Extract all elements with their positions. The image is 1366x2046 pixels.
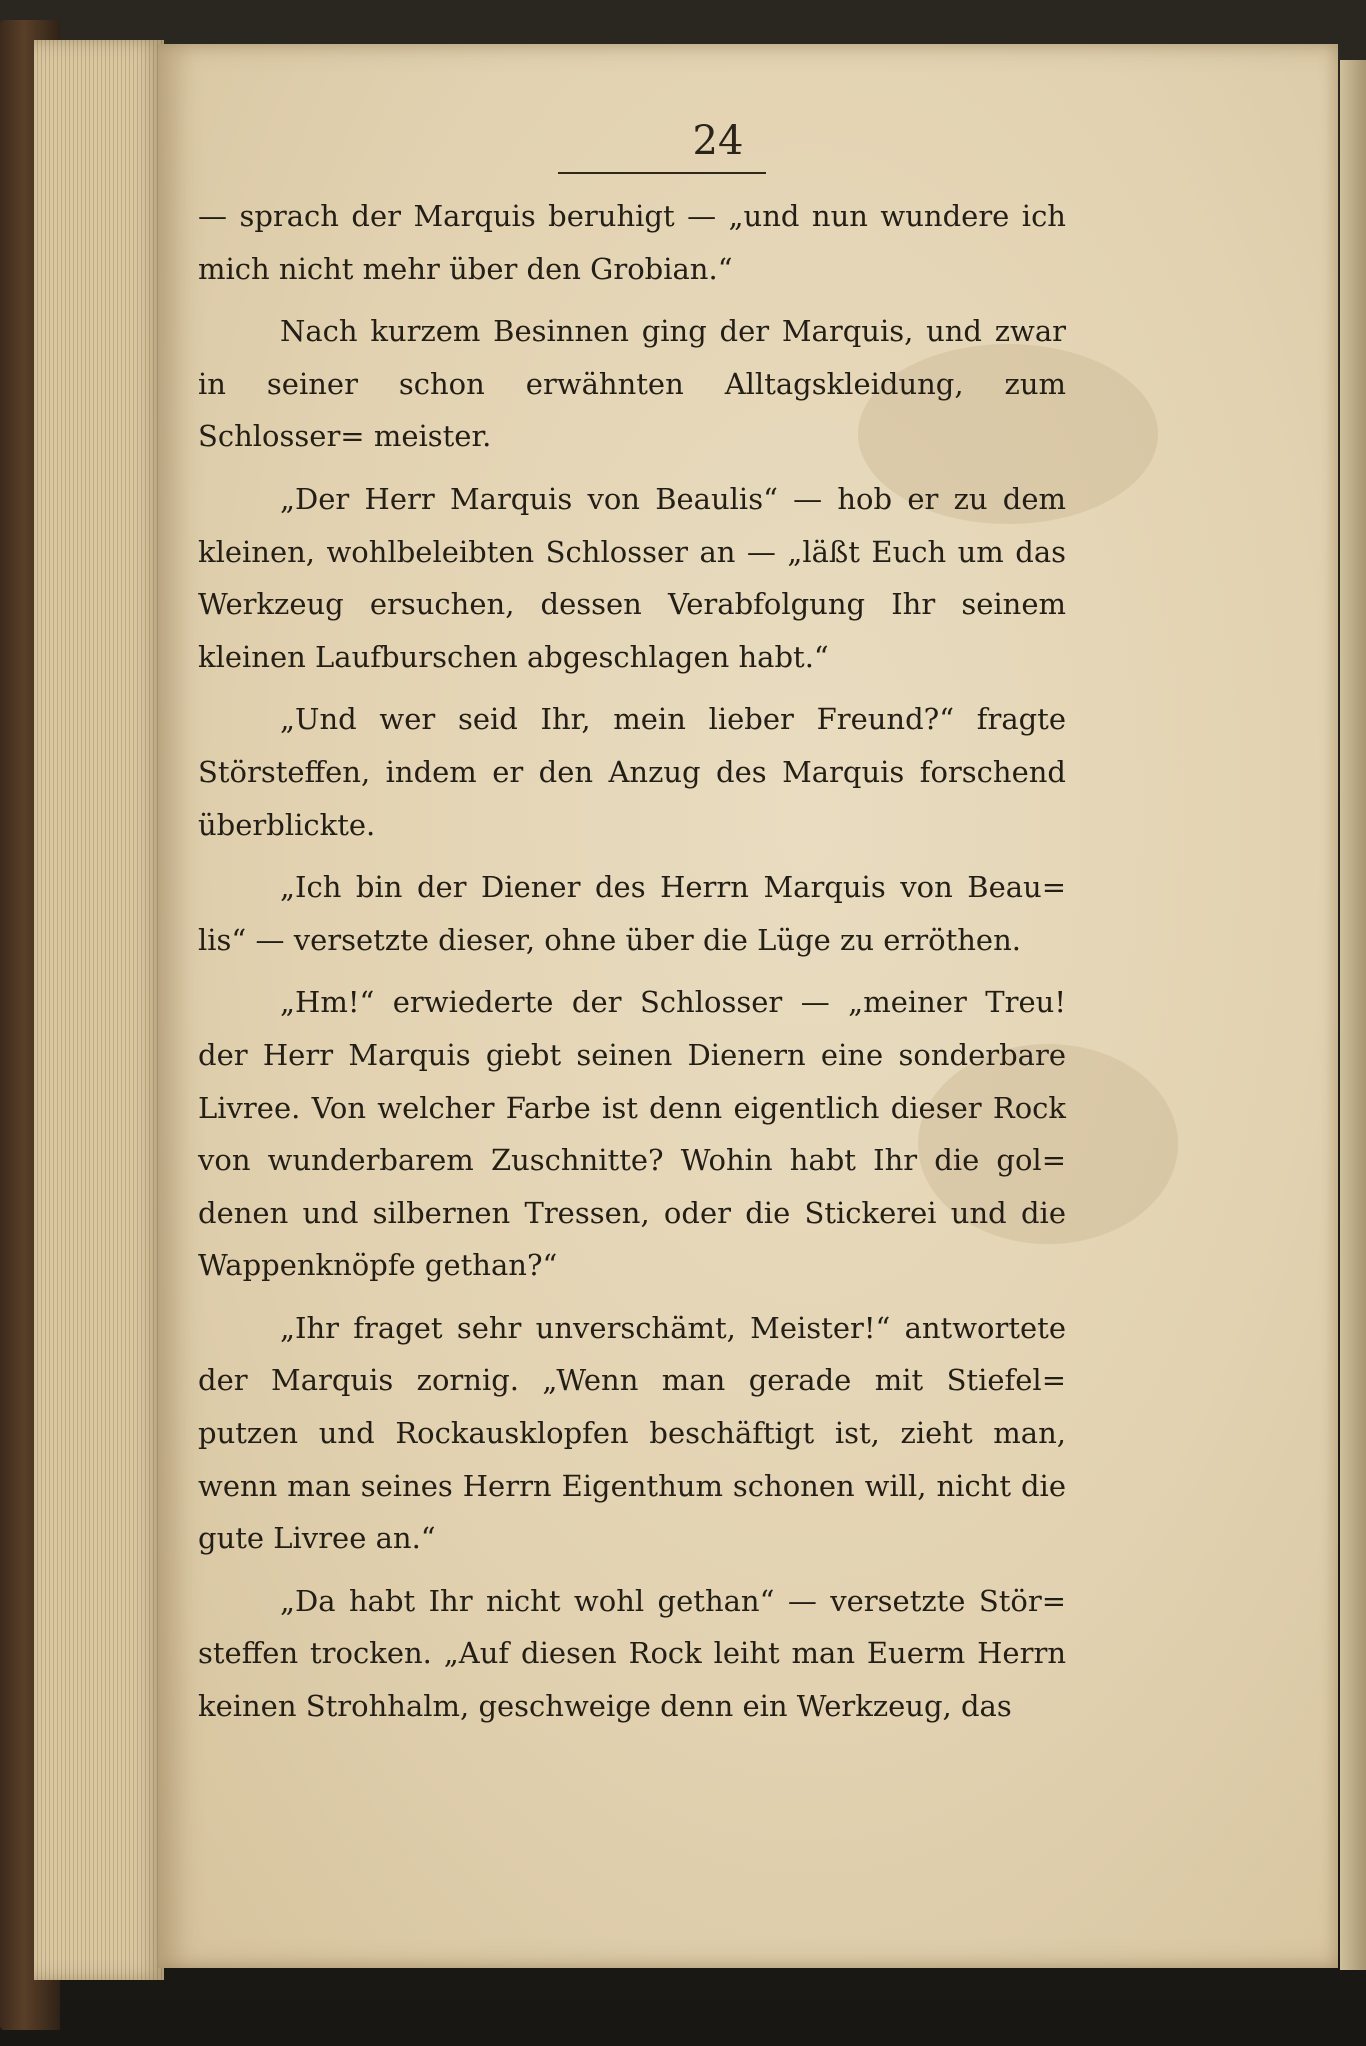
page-number: 24: [692, 118, 744, 164]
paragraph: Nach kurzem Besinnen ging der Marquis, und zwar in seiner schon erwähnten Alltagskleidung, zum Schlosser= meister.: [198, 314, 1066, 454]
paragraph: „Der Herr Marquis von Beaulis“ — hob er zu dem kleinen, wohlbeleibten Schlosser an — „läßt Euch um das Werkzeug ersuchen, dessen Verabfolgung Ihr seinem kleinen Laufburschen abgeschlagen habt.“: [198, 481, 1066, 674]
paragraph: „Ich bin der Diener des Herrn Marquis von Beau= lis“ — versetzte dieser, ohne über die Lüge zu erröthen.: [198, 870, 1066, 957]
paragraph: „Ihr fraget sehr unverschämt, Meister!“ antwortete der Marquis zornig. „Wenn man gerade mit Stiefel= putzen und Rockausklopfen beschäftigt ist, zieht man, wenn man seines Herrn Eigenthum schonen will, nicht die gute Livree an.“: [198, 1310, 1066, 1556]
paragraph: — sprach der Marquis beruhigt — „und nun wundere ich mich nicht mehr über den Grobian.“: [198, 199, 1066, 286]
paragraph: „Hm!“ erwiederte der Schlosser — „meiner Treu! der Herr Marquis giebt seinen Dienern eine sonderbare Livree. Von welcher Farbe ist denn eigentlich dieser Rock von wunderbarem Zuschnitte? Wohin habt Ihr die gol= denen und silbernen Tressen, oder die Stickerei und die Wappenknöpfe gethan?“: [198, 985, 1066, 1283]
page-edges-right: [1340, 60, 1366, 1970]
page-edges-left: [34, 40, 164, 1980]
header-rule: [558, 172, 766, 174]
paragraph: „Da habt Ihr nicht wohl gethan“ — versetzte Stör= steffen trocken. „Auf diesen Rock leiht man Euerm Herrn keinen Strohhalm, geschweige denn ein Werkzeug, das: [198, 1583, 1066, 1724]
page-text: [198, 190, 1066, 1743]
paragraph: „Und wer seid Ihr, mein lieber Freund?“ fragte Störsteffen, indem er den Anzug des Marquis forschend überblickte.: [198, 702, 1066, 842]
